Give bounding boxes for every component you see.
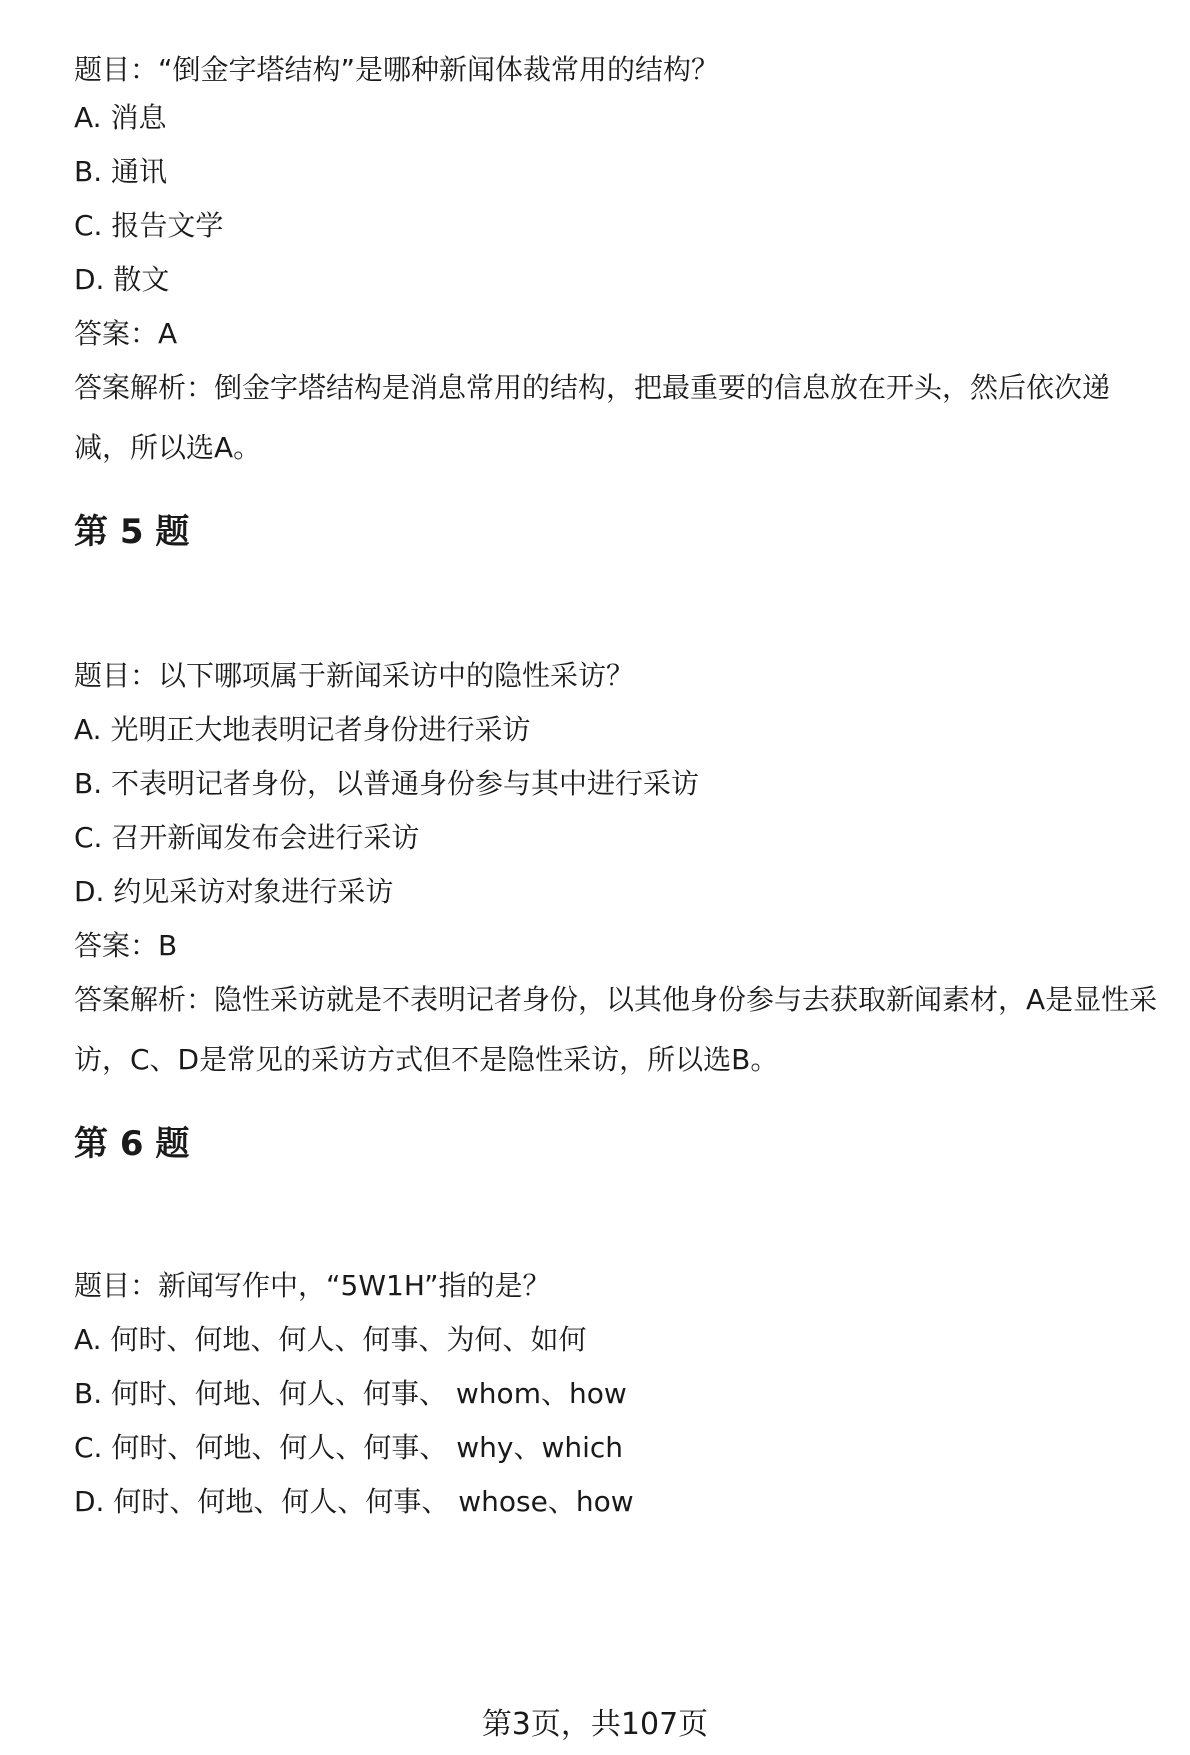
q6-option-a: A. 何时、何地、何人、何事、为何、如何 [74,1323,587,1356]
q5-option-c: C. 召开新闻发布会进行采访 [74,821,420,854]
q6-heading: 第 6 题 [74,1124,190,1164]
q5-option-a: A. 光明正大地表明记者身份进行采访 [74,713,531,746]
q6-option-c: C. 何时、何地、何人、何事、 why、which [74,1431,624,1464]
q6-option-d: D. 何时、何地、何人、何事、 whose、how [74,1485,634,1518]
q4-answer: 答案：A [74,317,178,350]
q6-option-b: B. 何时、何地、何人、何事、 whom、how [74,1377,627,1410]
q4-option-a: A. 消息 [74,101,167,134]
q5-heading: 第 5 题 [74,512,190,552]
q4-question: 题目：“倒金字塔结构”是哪种新闻体裁常用的结构？ [74,53,720,86]
q6-question: 题目：新闻写作中，“5W1H”指的是？ [74,1269,551,1302]
q5-option-b: B. 不表明记者身份，以普通身份参与其中进行采访 [74,767,700,800]
q4-analysis: 答案解析：倒金字塔结构是消息常用的结构，把最重要的信息放在开头，然后依次递减，所以选A。 [74,371,1111,464]
q5-question: 题目：以下哪项属于新闻采访中的隐性采访？ [74,659,635,692]
q5-option-d: D. 约见采访对象进行采访 [74,875,394,908]
q4-option-c: C. 报告文学 [74,209,224,242]
page-number-footer: 第3页，共107页 [481,1707,709,1742]
q4-option-b: B. 通讯 [74,155,168,188]
q5-analysis: 答案解析：隐性采访就是不表明记者身份，以其他身份参与去获取新闻素材，A是显性采访，C、D是常见的采访方式但不是隐性采访，所以选B。 [74,983,1158,1076]
q4-option-d: D. 散文 [74,263,170,296]
q5-answer: 答案：B [74,929,178,962]
